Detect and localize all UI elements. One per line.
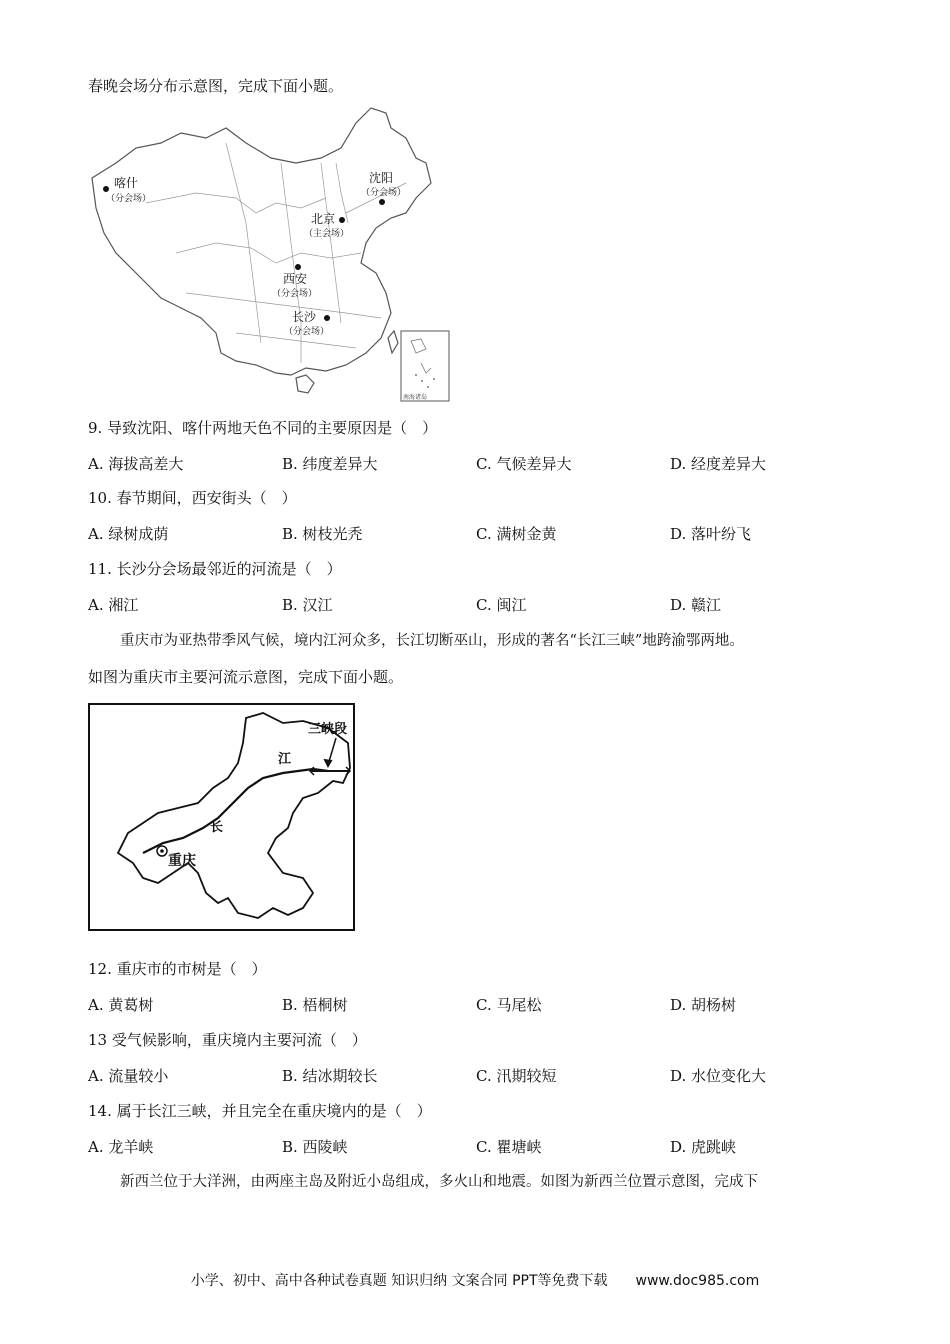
q12-option-c: C. 马尾松 <box>476 996 542 1014</box>
kashgar-dot <box>103 186 109 192</box>
chongqing-label: 重庆 <box>168 853 196 869</box>
beijing-dot <box>339 217 345 223</box>
chang-label: 长 <box>210 820 224 835</box>
q11-option-b: B. 汉江 <box>282 596 333 614</box>
q10-option-c: C. 满树金黄 <box>476 525 557 543</box>
q9-option-c: C. 气候差异大 <box>476 455 572 473</box>
sanxia-label: 三峡段 <box>308 722 348 737</box>
shenyang-label: 沈阳 <box>369 171 394 185</box>
q14-option-d: D. 虎跳峡 <box>670 1138 737 1156</box>
question-10: 10. 春节期间，西安街头（ ） <box>88 489 297 507</box>
q12-option-b: B. 梧桐树 <box>282 996 348 1014</box>
shenyang-sub-label: （分会场） <box>361 188 407 198</box>
q9-option-b: B. 纬度差异大 <box>282 455 378 473</box>
q11-option-a: A. 湘江 <box>88 596 139 614</box>
section2-intro-line2: 如图为重庆市主要河流示意图，完成下面小题。 <box>88 668 404 686</box>
q13-option-a: A. 流量较小 <box>88 1067 169 1085</box>
q10-option-a: A. 绿树成荫 <box>88 525 169 543</box>
xian-label: 西安 <box>283 272 308 286</box>
xian-sub-label: （分会场） <box>272 289 318 299</box>
section1-intro: 春晚会场分布示意图，完成下面小题。 <box>88 77 344 95</box>
changsha-sub-label: （分会场） <box>284 327 330 337</box>
q9-option-a: A. 海拔高差大 <box>88 455 184 473</box>
q13-option-b: B. 结冰期较长 <box>282 1067 378 1085</box>
q11-option-d: D. 赣江 <box>670 596 722 614</box>
jiang-label: 江 <box>278 752 292 767</box>
china-map <box>86 103 456 403</box>
question-13: 13 受气候影响，重庆境内主要河流（ ） <box>88 1031 367 1049</box>
question-11: 11. 长沙分会场最邻近的河流是（ ） <box>88 560 342 578</box>
q14-option-c: C. 瞿塘峡 <box>476 1138 542 1156</box>
beijing-label: 北京 <box>311 212 336 226</box>
question-9: 9. 导致沈阳、喀什两地天色不同的主要原因是（ ） <box>88 419 438 437</box>
q12-option-d: D. 胡杨树 <box>670 996 737 1014</box>
q12-option-a: A. 黄葛树 <box>88 996 154 1014</box>
inset-label: 南海诸岛 <box>403 394 428 401</box>
chongqing-map <box>88 703 356 933</box>
section3-intro: 新西兰位于大洋洲，由两座主岛及附近小岛组成，多火山和地震。如图为新西兰位置示意图，完成下 <box>120 1174 758 1190</box>
beijing-sub-label: （主会场） <box>304 229 350 239</box>
changsha-dot <box>324 315 330 321</box>
question-14: 14. 属于长江三峡，并且完全在重庆境内的是（ ） <box>88 1102 432 1120</box>
q14-option-b: B. 西陵峡 <box>282 1138 348 1156</box>
q14-option-a: A. 龙羊峡 <box>88 1138 154 1156</box>
shenyang-dot <box>379 199 385 205</box>
page-footer: 小学、初中、高中各种试卷真题 知识归纳 文案合同 PPT等免费下载 www.doc985.com <box>190 1273 760 1289</box>
changsha-label: 长沙 <box>292 310 317 324</box>
q13-option-d: D. 水位变化大 <box>670 1067 767 1085</box>
question-12: 12. 重庆市的市树是（ ） <box>88 960 267 978</box>
kashgar-sub-label: （分会场） <box>106 194 152 204</box>
xian-dot <box>295 264 301 270</box>
kashgar-label: 喀什 <box>114 176 139 190</box>
section2-intro-line1: 重庆市为亚热带季风气候，境内江河众多，长江切断巫山，形成的著名“长江三峡”地跨渝鄂两地。 <box>120 633 744 649</box>
q11-option-c: C. 闽江 <box>476 596 527 614</box>
q10-option-b: B. 树枝光秃 <box>282 525 363 543</box>
q9-option-d: D. 经度差异大 <box>670 455 767 473</box>
q10-option-d: D. 落叶纷飞 <box>670 525 752 543</box>
q13-option-c: C. 汛期较短 <box>476 1067 557 1085</box>
